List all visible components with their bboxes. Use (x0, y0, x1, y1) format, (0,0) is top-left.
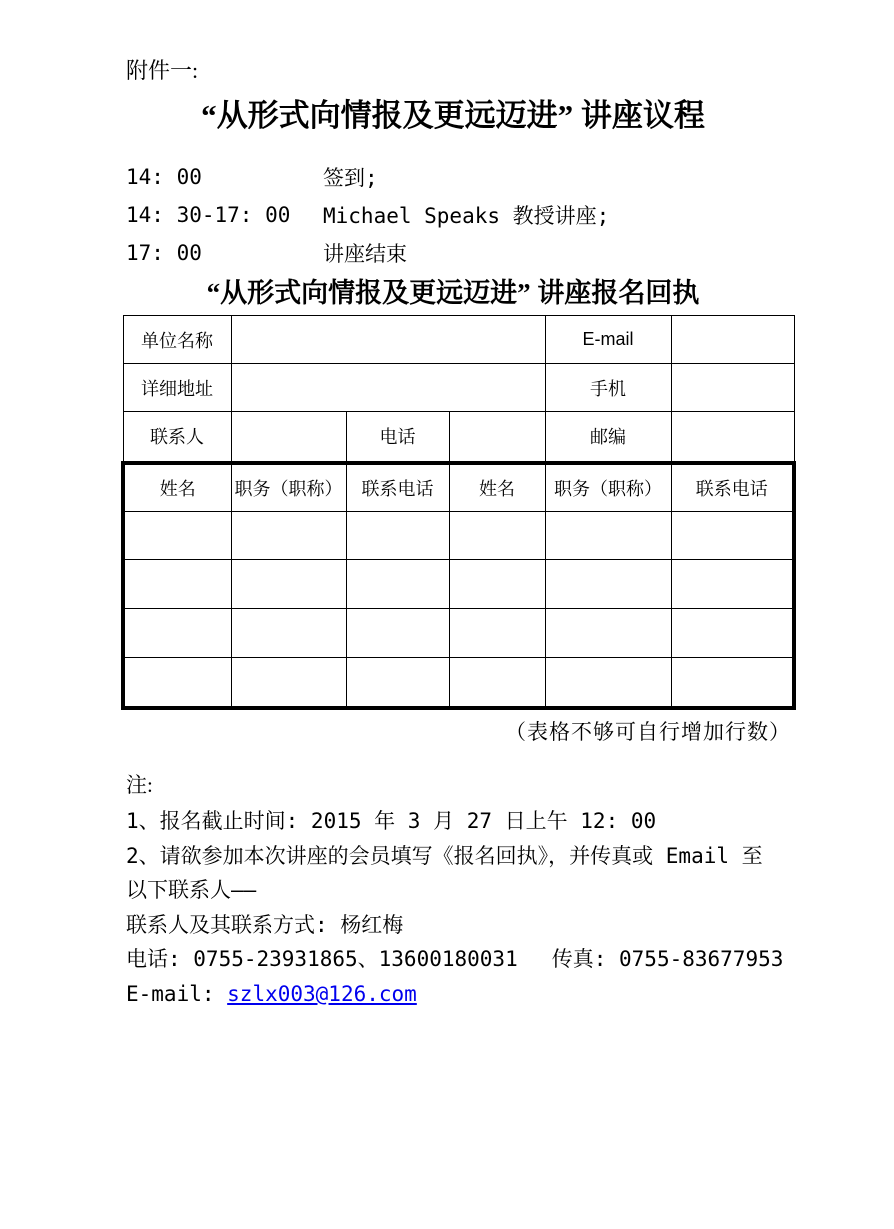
postcode-value-cell[interactable] (671, 412, 794, 463)
schedule-activity: 讲座结束 (323, 242, 407, 266)
attendee-cell[interactable] (346, 560, 449, 609)
email-label: E-mail: (126, 981, 228, 1006)
address-label-cell: 详细地址 (123, 364, 231, 412)
email-value-cell[interactable] (671, 316, 794, 364)
phone-numbers: 电话: 0755-23931865、13600180031 (126, 947, 518, 971)
email-link[interactable]: szlx003@126.com (227, 981, 417, 1006)
schedule-row (126, 234, 609, 272)
attendee-cell[interactable] (545, 512, 671, 560)
header-cell-title: 职务（职称） (545, 463, 671, 512)
schedule-activity: Michael Speaks 教授讲座; (323, 204, 610, 228)
schedule-time: 14: 30-17: 00 (126, 203, 291, 227)
notes-label: 注: (126, 773, 153, 797)
schedule-row (126, 196, 609, 234)
attendee-cell[interactable] (449, 560, 545, 609)
attachment-label: 附件一: (126, 58, 199, 83)
notes-block (126, 804, 826, 1011)
note-email (126, 977, 826, 1012)
attendee-row (123, 609, 794, 658)
unit-name-label-cell: 单位名称 (123, 316, 231, 364)
attendee-cell[interactable] (123, 560, 231, 609)
contact-value-cell[interactable] (231, 412, 346, 463)
schedule-row (126, 158, 609, 196)
attendee-cell[interactable] (671, 560, 794, 609)
note-instruction: 2、请欲参加本次讲座的会员填写《报名回执》，并传真或 Email 至 (126, 843, 763, 868)
attendee-cell[interactable] (346, 609, 449, 658)
header-cell-title: 职务（职称） (231, 463, 346, 512)
attendee-cell[interactable] (545, 609, 671, 658)
table-row (123, 316, 794, 364)
attendee-cell[interactable] (671, 512, 794, 560)
phone-label-cell: 电话 (346, 412, 449, 463)
attendee-cell[interactable] (671, 658, 794, 708)
attendee-cell[interactable] (123, 609, 231, 658)
mobile-value-cell[interactable] (671, 364, 794, 412)
attendee-cell[interactable] (123, 512, 231, 560)
header-cell-name: 姓名 (449, 463, 545, 512)
header-cell-name: 姓名 (123, 463, 231, 512)
attendee-cell[interactable] (346, 658, 449, 708)
reply-form-title: “从形式向情报及更远迈进” 讲座报名回执 (206, 278, 700, 308)
postcode-label-cell: 邮编 (545, 412, 671, 463)
attendee-row (123, 560, 794, 609)
email-label-cell: E-mail (545, 316, 671, 364)
table-row (123, 364, 794, 412)
contact-label-cell: 联系人 (123, 412, 231, 463)
mobile-label-cell: 手机 (545, 364, 671, 412)
attendee-cell[interactable] (123, 658, 231, 708)
attendee-cell[interactable] (545, 658, 671, 708)
note-phone-fax (126, 942, 826, 977)
table-row (123, 412, 794, 463)
attendee-cell[interactable] (231, 609, 346, 658)
attendee-cell[interactable] (231, 512, 346, 560)
phone-value-cell[interactable] (449, 412, 545, 463)
attendee-cell[interactable] (449, 658, 545, 708)
attendee-cell[interactable] (346, 512, 449, 560)
header-cell-phone: 联系电话 (671, 463, 794, 512)
attendee-row (123, 658, 794, 708)
attendee-cell[interactable] (545, 560, 671, 609)
agenda-schedule (126, 158, 609, 272)
attendee-header-row (123, 463, 794, 512)
attendee-cell[interactable] (231, 560, 346, 609)
note-instruction-cont: 以下联系人—— (126, 878, 257, 902)
fax-number: 传真: 0755-83677953 (551, 947, 784, 971)
attendee-cell[interactable] (671, 609, 794, 658)
address-value-cell[interactable] (231, 364, 545, 412)
header-cell-phone: 联系电话 (346, 463, 449, 512)
table-note: （表格不够可自行增加行数） (505, 720, 791, 744)
attendee-cell[interactable] (231, 658, 346, 708)
note-deadline: 1、报名截止时间: 2015 年 3 月 27 日上午 12: 00 (126, 809, 657, 833)
agenda-title: “从形式向情报及更远迈进” 讲座议程 (201, 98, 705, 133)
unit-name-value-cell[interactable] (231, 316, 545, 364)
attendee-cell[interactable] (449, 512, 545, 560)
attendee-row (123, 512, 794, 560)
attendee-cell[interactable] (449, 609, 545, 658)
schedule-time: 14: 00 (126, 165, 202, 189)
schedule-time: 17: 00 (126, 241, 202, 265)
schedule-activity: 签到; (323, 166, 378, 190)
note-contact-person: 联系人及其联系方式: 杨红梅 (126, 912, 404, 937)
registration-table (121, 315, 796, 710)
